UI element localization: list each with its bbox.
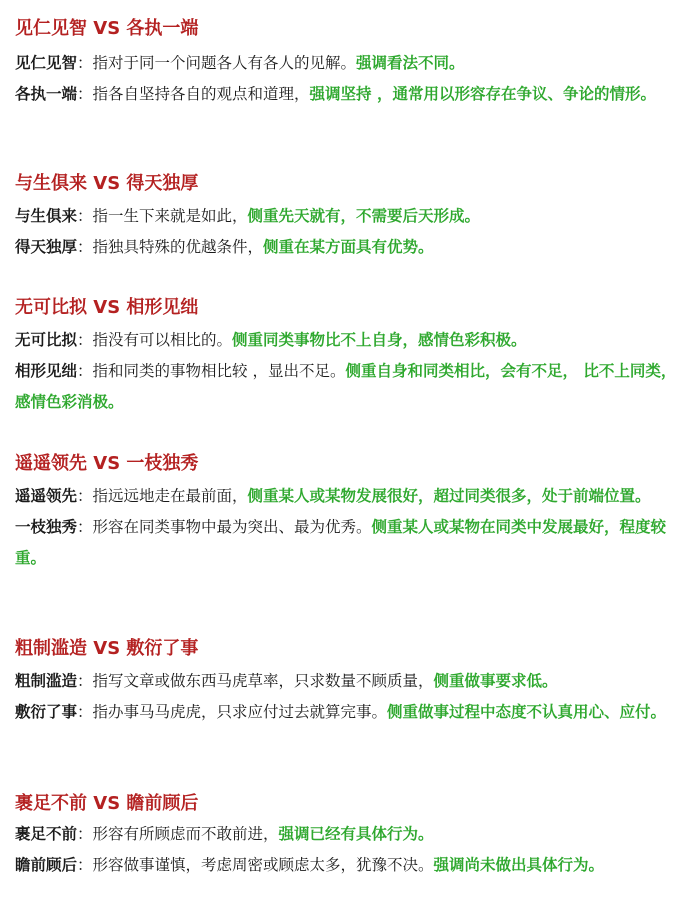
entry-emphasis: 侧重某人或某物在同类中发展最好，程度较重。 [15,518,667,567]
entry-meaning: 指对于同一个问题各人有各人的见解。 [92,54,357,72]
entry-emphasis: 强调尚未做出具体行为。 [433,856,605,874]
entry-definition [15,325,683,356]
section-title: 与生俱来 VS 得天独厚 [15,173,199,194]
section-guozubuqian [15,792,683,881]
entry-meaning: 指没有可以相比的。 [92,331,233,349]
section-title: 遥遥领先 VS 一枝独秀 [15,453,199,474]
entry-emphasis: 强调坚持 ，通常用以形容存在争议、争论的情形。 [309,85,656,103]
entry-separator: ： [77,207,93,225]
section-title: 见仁见智 VS 各执一端 [15,18,199,39]
entry-term: 瞻前顾后 [15,856,78,874]
entry-emphasis: 侧重做事过程中态度不认真用心、应付。 [387,703,667,721]
entry-definition [15,48,683,79]
entry-meaning: 指远远地走在最前面， [92,487,248,505]
entry-meaning: 指办事马马虎虎，只求应付过去就算完事。 [92,703,388,721]
entry-separator: ： [77,672,93,690]
entry-separator: ： [77,54,93,72]
section-title: 无可比拟 VS 相形见绌 [15,297,199,318]
entry-meaning: 形容有所顾虑而不敢前进， [92,825,279,843]
entry-definition [15,512,683,574]
entry-term: 裹足不前 [15,825,78,843]
entry-term: 与生俱来 [15,207,78,225]
entry-definition [15,666,683,697]
entry-emphasis: 侧重某人或某物发展很好，超过同类很多，处于前端位置。 [247,487,651,505]
entry-separator: ： [77,85,93,103]
section-wukebini [15,296,683,418]
entry-emphasis: 侧重做事要求低。 [433,672,558,690]
entry-term: 敷衍了事 [15,703,78,721]
entry-term: 遥遥领先 [15,487,78,505]
entry-definition [15,850,683,881]
entry-definition [15,481,683,512]
entry-emphasis: 侧重同类事物比不上自身，感情色彩积极。 [232,331,527,349]
section-yushengjulai [15,172,683,263]
entry-meaning: 指一生下来就是如此， [92,207,248,225]
entry-separator: ： [77,238,93,256]
entry-meaning: 指各自坚持各自的观点和道理， [92,85,310,103]
entry-separator: ： [77,331,93,349]
entry-term: 相形见绌 [15,362,78,380]
entry-term: 无可比拟 [15,331,78,349]
entry-meaning: 指和同类的事物相比较 ，显出不足。 [92,362,346,380]
entry-definition [15,201,683,232]
entry-separator: ： [77,703,93,721]
entry-definition [15,356,683,418]
entry-term: 一枝独秀 [15,518,78,536]
entry-term: 见仁见智 [15,54,78,72]
entry-definition [15,819,683,850]
entry-term: 得天独厚 [15,238,78,256]
section-title: 裹足不前 VS 瞻前顾后 [15,793,199,814]
entry-meaning: 形容做事谨慎，考虑周密或顾虑太多，犹豫不决。 [92,856,434,874]
entry-emphasis: 侧重自身和同类相比，会有不足， 比不上同类，感情色彩消极。 [15,362,677,411]
entry-separator: ： [77,362,93,380]
entry-term: 粗制滥造 [15,672,78,690]
entry-term: 各执一端 [15,85,78,103]
entry-emphasis: 强调看法不同。 [356,54,465,72]
entry-separator: ： [77,856,93,874]
section-title: 粗制滥造 VS 敷衍了事 [15,638,199,659]
entry-definition [15,79,683,110]
entry-definition [15,232,683,263]
section-cuzhilanzao [15,637,683,728]
entry-meaning: 形容在同类事物中最为突出、最为优秀。 [92,518,372,536]
section-jianrenjianzhi [15,17,683,110]
entry-emphasis: 强调已经有具体行为。 [278,825,434,843]
entry-meaning: 指写文章或做东西马虎草率，只求数量不顾质量， [92,672,434,690]
entry-separator: ： [77,518,93,536]
entry-definition [15,697,683,728]
entry-meaning: 指独具特殊的优越条件， [92,238,264,256]
entry-emphasis: 侧重在某方面具有优势。 [263,238,434,256]
entry-separator: ： [77,825,93,843]
entry-separator: ： [77,487,93,505]
section-yaoyaolingxian [15,452,683,574]
entry-emphasis: 侧重先天就有，不需要后天形成。 [247,207,481,225]
